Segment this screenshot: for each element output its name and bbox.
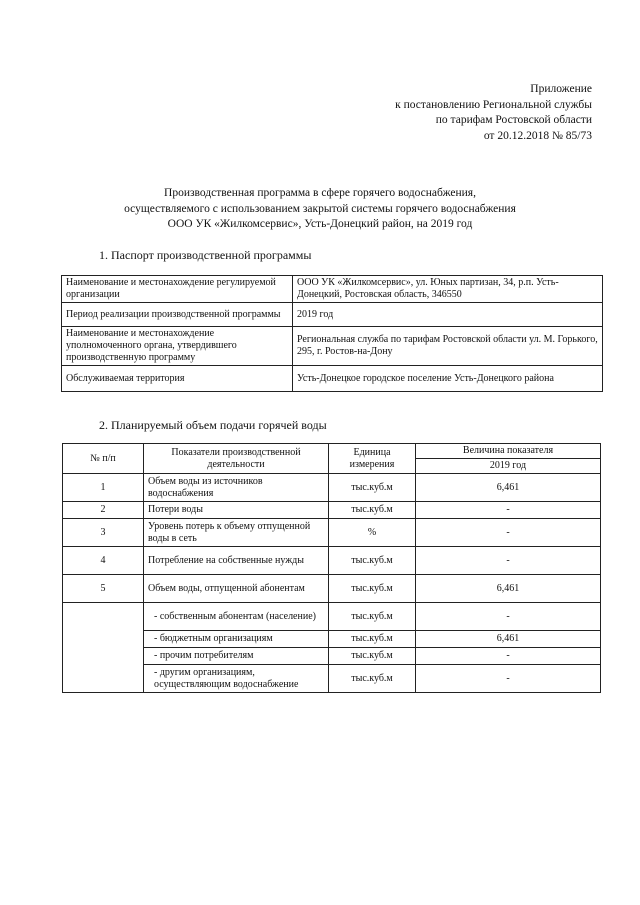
appendix-line: к постановлению Региональной службы: [395, 98, 592, 111]
passport-value: Региональная служба по тарифам Ростовской области ул. М. Горького, 295, г. Ростов-на-Дону: [293, 327, 603, 366]
table-row: [63, 575, 601, 603]
table-row: [62, 366, 603, 392]
row-num: 5: [63, 575, 144, 603]
section-volume-heading: 2. Планируемый объем подачи горячей воды: [99, 418, 327, 432]
row-unit: тыс.куб.м: [329, 575, 416, 603]
row-value: 6,461: [416, 575, 601, 603]
passport-value: Усть-Донецкое городское поселение Усть-Донецкого района: [293, 366, 603, 392]
row-name: Объем воды, отпущенной абонентам: [144, 575, 329, 603]
document-title: [0, 186, 640, 233]
appendix-line: по тарифам Ростовской области: [435, 114, 592, 126]
passport-value: ООО УК «Жилкомсервис», ул. Юных партизан, 34, р.п. Усть-Донецкий, Ростовская область, 346550: [293, 276, 603, 303]
row-num: 2: [63, 502, 144, 519]
row-value: -: [416, 547, 601, 575]
subrow-name: - другим организациям, осуществляющим водоснабжение: [144, 665, 329, 693]
passport-table: [61, 275, 603, 392]
row-unit: тыс.куб.м: [329, 547, 416, 575]
table-subrow: [63, 665, 601, 693]
title-line: Производственная программа в сфере горячего водоснабжения,: [164, 187, 476, 199]
row-value: -: [416, 502, 601, 519]
volume-table: [62, 443, 601, 693]
subrow-name: - бюджетным организациям: [144, 631, 329, 648]
header-num: № п/п: [63, 444, 144, 474]
row-name: Объем воды из источников водоснабжения: [144, 474, 329, 502]
table-row: [62, 327, 603, 366]
row-num: 4: [63, 547, 144, 575]
table-row: [63, 547, 601, 575]
table-subrow: [63, 631, 601, 648]
appendix-line: Приложение: [530, 83, 592, 95]
title-line: ООО УК «Жилкомсервис», Усть-Донецкий район, на 2019 год: [167, 218, 473, 230]
header-row: [63, 444, 601, 459]
header-unit: Единица измерения: [329, 444, 416, 474]
empty-num-cell: [63, 603, 144, 693]
row-unit: тыс.куб.м: [329, 502, 416, 519]
passport-label: Наименование и местонахождение уполномоченного органа, утвердившего производственную программу: [62, 327, 293, 366]
table-row: [62, 276, 603, 303]
title-line: осуществляемого с использованием закрытой системы горячего водоснабжения: [124, 202, 516, 215]
header-name: Показатели производственной деятельности: [144, 444, 329, 474]
passport-value: 2019 год: [293, 303, 603, 327]
row-value: -: [416, 519, 601, 547]
subrow-name: - прочим потребителям: [144, 648, 329, 665]
header-year: 2019 год: [416, 459, 601, 474]
subrow-name: - собственным абонентам (население): [144, 603, 329, 631]
row-num: 3: [63, 519, 144, 547]
row-value: 6,461: [416, 474, 601, 502]
row-name: Потребление на собственные нужды: [144, 547, 329, 575]
table-subrow: [63, 648, 601, 665]
subrow-unit: тыс.куб.м: [329, 631, 416, 648]
row-num: 1: [63, 474, 144, 502]
row-name: Потери воды: [144, 502, 329, 519]
row-unit: %: [329, 519, 416, 547]
section-passport-heading: 1. Паспорт производственной программы: [99, 248, 312, 262]
subrow-value: -: [416, 603, 601, 631]
table-row: [63, 519, 601, 547]
row-name: Уровень потерь к объему отпущенной воды в сеть: [144, 519, 329, 547]
header-value: Величина показателя: [416, 444, 601, 459]
subrow-unit: тыс.куб.м: [329, 648, 416, 665]
passport-label: Обслуживаемая территория: [62, 366, 293, 392]
subrow-unit: тыс.куб.м: [329, 603, 416, 631]
table-subrow: [63, 603, 601, 631]
appendix-date-line: от 20.12.2018 № 85/73: [483, 129, 592, 142]
table-row: [63, 474, 601, 502]
passport-label: Наименование и местонахождение регулируемой организации: [62, 276, 293, 303]
subrow-unit: тыс.куб.м: [329, 665, 416, 693]
subrow-value: 6,461: [416, 631, 601, 648]
passport-label: Период реализации производственной программы: [62, 303, 293, 327]
subrow-value: -: [416, 648, 601, 665]
subrow-value: -: [416, 665, 601, 693]
row-unit: тыс.куб.м: [329, 474, 416, 502]
table-row: [63, 502, 601, 519]
appendix-block: [395, 82, 592, 144]
table-row: [62, 303, 603, 327]
